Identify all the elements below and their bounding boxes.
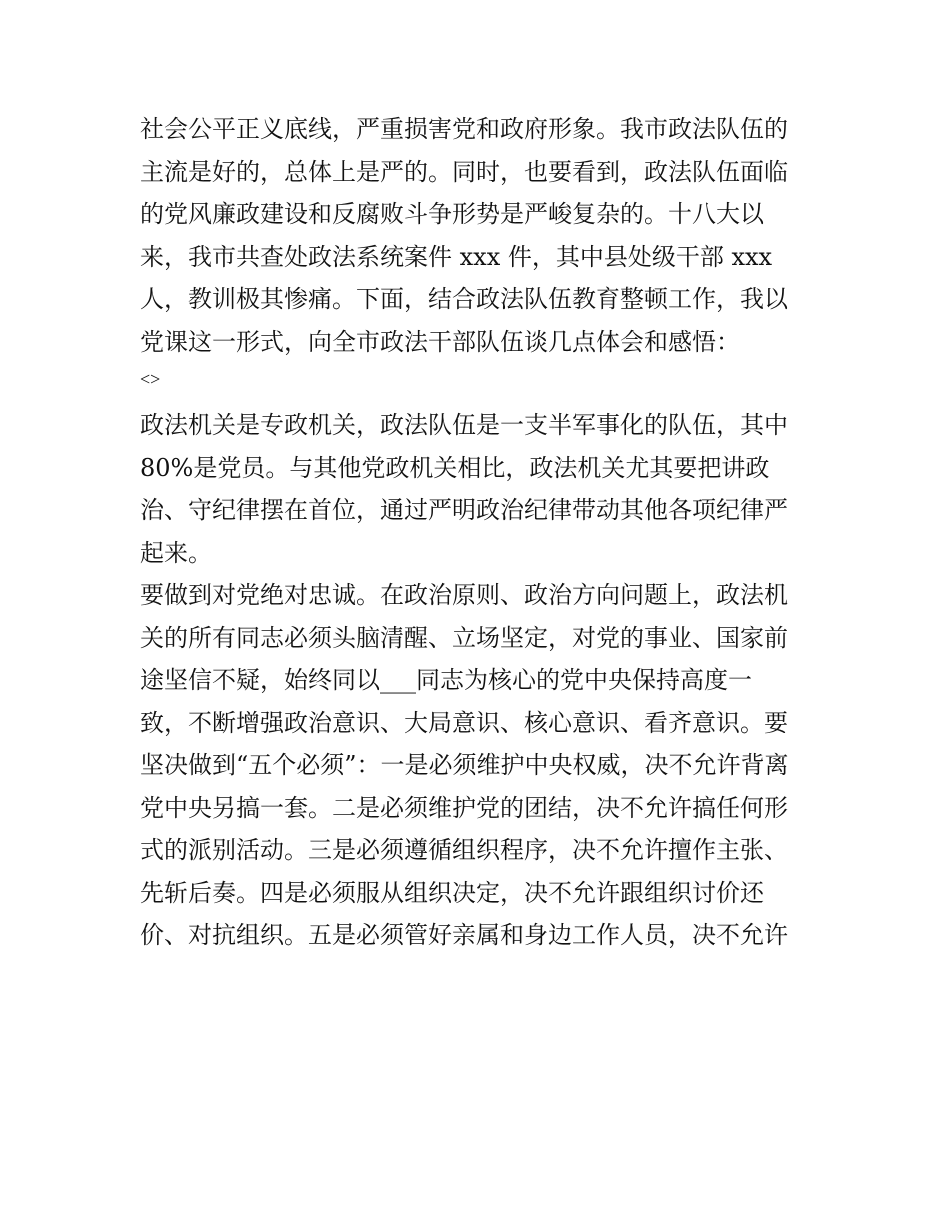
placeholder-marker: <> — [140, 369, 161, 389]
text-line: 关的所有同志必须头脑清醒、立场坚定，对党的事业、国家前 — [140, 623, 788, 652]
text-line: 途坚信不疑，始终同以___同志为核心的党中央保持高度一 — [140, 666, 752, 694]
text-line: 党课这一形式，向全市政法干部队伍谈几点体会和感悟： — [140, 327, 740, 356]
text-line: 起来。 — [140, 538, 212, 567]
text-line: 式的派别活动。三是必须遵循组织程序，决不允许擅作主张、 — [140, 836, 788, 864]
text-line: 80%是党员。与其他党政机关相比，政法机关尤其要把讲政 — [140, 453, 770, 482]
text-line: 坚决做到“五个必须”：一是必须维护中央权威，决不允许背离 — [140, 751, 789, 779]
text-line: 先斩后奏。四是必须服从组织决定，决不允许跟组织讨价还 — [140, 878, 764, 907]
text-line: 治、守纪律摆在首位，通过严明政治纪律带动其他各项纪律严 — [140, 496, 788, 524]
text-line: 要做到对党绝对忠诚。在政治原则、政治方向问题上，政法机 — [140, 581, 788, 609]
text-line: 政法机关是专政机关，政法队伍是一支半军事化的队伍，其中 — [140, 411, 788, 439]
text-line: 致，不断增强政治意识、大局意识、核心意识、看齐意识。要 — [140, 708, 788, 737]
text-line: 党中央另搞一套。二是必须维护党的团结，决不允许搞任何形 — [140, 793, 788, 822]
text-line: 来，我市共查处政法系统案件 xxx 件，其中县处级干部 xxx — [140, 242, 773, 271]
text-line: 的党风廉政建设和反腐败斗争形势是严峻复杂的。十八大以 — [140, 200, 764, 228]
text-line: 人，教训极其惨痛。下面，结合政法队伍教育整顿工作，我以 — [140, 285, 788, 313]
text-line: 社会公平正义底线，严重损害党和政府形象。我市政法队伍的 — [140, 115, 788, 143]
body-text — [140, 108, 820, 957]
text-line: 主流是好的，总体上是严的。同时，也要看到，政法队伍面临 — [140, 157, 788, 186]
text-line: 价、对抗组织。五是必须管好亲属和身边工作人员，决不允许 — [140, 921, 788, 949]
